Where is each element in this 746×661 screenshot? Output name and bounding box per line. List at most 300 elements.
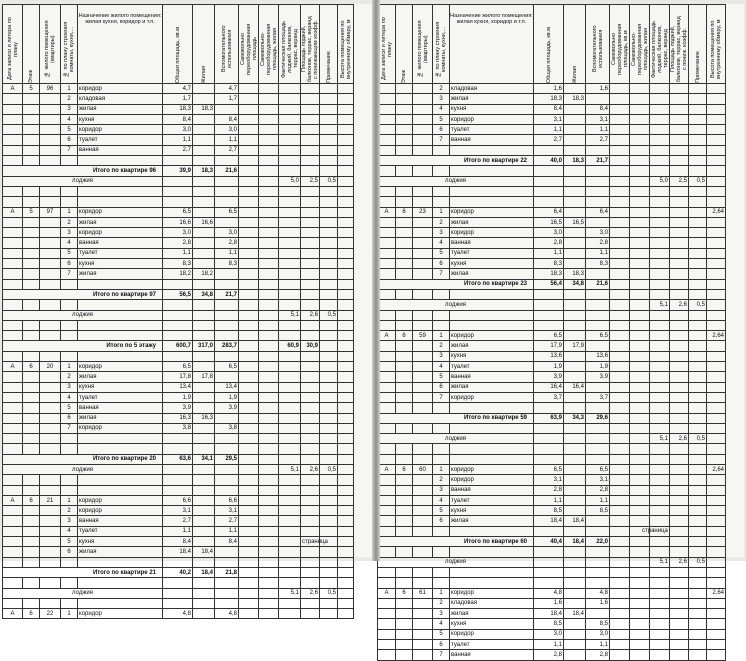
table-cell [193, 238, 215, 248]
table-cell [707, 598, 726, 608]
table-cell [564, 310, 586, 320]
table-cell [610, 392, 630, 402]
table-cell [670, 526, 689, 536]
table-row [378, 104, 726, 114]
table-cell [433, 186, 450, 196]
table-cell [630, 310, 650, 320]
table-cell: кладовая [78, 94, 163, 104]
table-cell [3, 269, 23, 279]
table-cell [279, 423, 301, 433]
table-cell [534, 186, 564, 196]
table-cell [586, 289, 610, 299]
table-cell [396, 145, 413, 155]
table-cell [378, 516, 396, 526]
table-cell [450, 444, 534, 454]
table-cell [279, 94, 301, 104]
table-cell: A [3, 207, 23, 217]
table-cell [707, 259, 726, 269]
table-cell: 5 [61, 537, 78, 547]
table-cell [564, 135, 586, 145]
table-cell [396, 135, 413, 145]
table-cell [23, 259, 40, 269]
table-cell [163, 186, 193, 196]
table-cell: кухня [78, 259, 163, 269]
table-cell [3, 238, 23, 248]
total-value [239, 567, 259, 577]
table-cell [630, 84, 650, 94]
table-cell [239, 557, 259, 567]
table-cell [564, 475, 586, 485]
table-cell: 2,7 [215, 516, 239, 526]
table-cell [630, 114, 650, 124]
table-cell: 1,1 [534, 640, 564, 650]
table-cell [413, 454, 433, 464]
table-row [3, 259, 354, 269]
table-cell [301, 609, 320, 619]
table-cell: кухня [450, 104, 534, 114]
table-cell [670, 609, 689, 619]
table-cell: 1,1 [586, 640, 610, 650]
table-cell [610, 547, 630, 557]
table-cell: кухня [450, 351, 534, 361]
table-cell [378, 444, 396, 454]
table-cell [215, 320, 239, 330]
table-cell [707, 629, 726, 639]
table-cell [259, 176, 279, 186]
table-row [3, 238, 354, 248]
table-cell [338, 238, 354, 248]
table-cell: 22 [40, 609, 61, 619]
table-cell [689, 495, 707, 505]
table-row [3, 537, 354, 547]
table-cell [534, 444, 564, 454]
table-cell: 6 [61, 259, 78, 269]
table-cell [338, 156, 354, 166]
table-cell [670, 423, 689, 433]
table-row [3, 392, 354, 402]
table-cell: 1,1 [163, 248, 193, 258]
table-cell: 8,4 [215, 537, 239, 547]
loggia-value: 0,5 [689, 300, 707, 310]
table-cell [193, 125, 215, 135]
table-cell: 2 [433, 84, 450, 94]
table-cell [40, 485, 61, 495]
table-cell [23, 547, 40, 557]
table-cell [163, 578, 193, 588]
table-cell [3, 145, 23, 155]
table-cell [279, 84, 301, 94]
table-cell [3, 197, 23, 207]
table-cell [338, 341, 354, 351]
table-cell [610, 464, 630, 474]
loggia-value: 5,1 [650, 300, 670, 310]
table-cell: 7 [61, 423, 78, 433]
table-cell [338, 588, 354, 598]
table-cell [239, 588, 259, 598]
table-cell [40, 135, 61, 145]
table-cell: 18,4 [534, 609, 564, 619]
table-cell [586, 166, 610, 176]
table-cell [301, 197, 320, 207]
table-cell [163, 300, 193, 310]
table-cell [610, 269, 630, 279]
table-cell: 17,8 [193, 372, 215, 382]
table-cell [279, 485, 301, 495]
table-cell [259, 300, 279, 310]
table-row [3, 289, 354, 299]
table-cell [610, 114, 630, 124]
table-row [378, 506, 726, 516]
table-cell: жилая [450, 382, 534, 392]
table-cell [61, 444, 78, 454]
total-value [610, 537, 630, 547]
table-cell [259, 145, 279, 155]
table-cell [610, 248, 630, 258]
table-cell [301, 557, 320, 567]
table-cell [610, 567, 630, 577]
table-cell [689, 289, 707, 299]
table-cell [320, 475, 338, 485]
table-cell [564, 506, 586, 516]
table-cell [433, 145, 450, 155]
table-cell [320, 300, 338, 310]
table-cell [689, 269, 707, 279]
table-row [378, 547, 726, 557]
table-cell: 3 [433, 351, 450, 361]
loggia-value: 2,6 [301, 588, 320, 598]
table-cell [610, 145, 630, 155]
table-cell [378, 166, 396, 176]
table-cell [301, 217, 320, 227]
table-cell: 3 [433, 228, 450, 238]
table-cell [301, 372, 320, 382]
table-cell [689, 228, 707, 238]
table-cell [707, 341, 726, 351]
table-cell [707, 392, 726, 402]
table-cell [279, 526, 301, 536]
table-cell [378, 217, 396, 227]
table-row [3, 372, 354, 382]
table-cell: 3,0 [534, 228, 564, 238]
table-cell: 4 [433, 238, 450, 248]
table-cell: 7 [61, 145, 78, 155]
table-cell: 3,7 [534, 392, 564, 402]
total-value [610, 279, 630, 289]
table-cell [3, 403, 23, 413]
table-cell [630, 547, 650, 557]
table-cell: кухня [78, 537, 163, 547]
table-cell [378, 269, 396, 279]
table-cell [689, 567, 707, 577]
table-cell: туалет [450, 495, 534, 505]
table-cell [378, 578, 396, 588]
table-cell [378, 145, 396, 155]
table-cell [630, 94, 650, 104]
right-header-cell: № жилого помещения (квартиры) [413, 5, 433, 84]
table-cell [650, 269, 670, 279]
table-row [378, 526, 726, 536]
table-cell [3, 259, 23, 269]
table-cell [610, 629, 630, 639]
table-cell [586, 176, 610, 186]
table-cell [630, 392, 650, 402]
table-cell: 2,8 [163, 238, 193, 248]
table-cell [338, 434, 354, 444]
table-cell [433, 166, 450, 176]
table-cell [40, 475, 61, 485]
table-cell [259, 392, 279, 402]
loggia-label: лоджия [3, 464, 163, 474]
table-cell [23, 279, 40, 289]
total-value: 40,2 [163, 567, 193, 577]
table-cell [689, 526, 707, 536]
table-cell [279, 495, 301, 505]
table-cell [413, 94, 433, 104]
table-cell [338, 485, 354, 495]
table-cell [650, 640, 670, 650]
table-cell [40, 259, 61, 269]
table-cell [279, 207, 301, 217]
table-cell [193, 84, 215, 94]
table-row [378, 320, 726, 330]
table-cell [3, 413, 23, 423]
table-cell [239, 609, 259, 619]
total-value [689, 156, 707, 166]
total-value: 63,6 [163, 454, 193, 464]
table-cell [301, 259, 320, 269]
table-cell [564, 84, 586, 94]
table-row [378, 300, 726, 310]
table-cell [450, 310, 534, 320]
table-cell [239, 413, 259, 423]
table-cell: 4 [61, 526, 78, 536]
table-cell [689, 392, 707, 402]
table-cell: 6 [433, 259, 450, 269]
table-cell [396, 217, 413, 227]
table-cell [450, 526, 534, 536]
table-cell [23, 434, 40, 444]
table-cell: 2,7 [163, 516, 193, 526]
table-cell [630, 454, 650, 464]
table-cell [3, 557, 23, 567]
table-cell [610, 423, 630, 433]
table-cell [279, 578, 301, 588]
table-cell [3, 228, 23, 238]
table-row [3, 557, 354, 567]
table-cell [433, 289, 450, 299]
table-cell: A [378, 207, 396, 217]
table-cell: жилая [450, 269, 534, 279]
table-cell [534, 423, 564, 433]
table-cell [163, 588, 193, 598]
table-cell [320, 392, 338, 402]
table-cell [23, 351, 40, 361]
total-value: 34,1 [193, 454, 215, 464]
table-cell [534, 310, 564, 320]
table-cell [670, 289, 689, 299]
table-cell [630, 434, 650, 444]
table-cell [707, 238, 726, 248]
table-cell [707, 475, 726, 485]
table-cell [564, 547, 586, 557]
table-cell [610, 526, 630, 536]
table-cell [193, 578, 215, 588]
table-cell [630, 362, 650, 372]
table-cell [689, 125, 707, 135]
table-cell [320, 331, 338, 341]
table-row [3, 104, 354, 114]
table-cell [78, 485, 163, 495]
table-row [3, 547, 354, 557]
table-cell [338, 166, 354, 176]
table-cell: коридор [78, 362, 163, 372]
table-cell [259, 547, 279, 557]
table-cell: 2,64 [707, 588, 726, 598]
right-header-cell: Высота помещения по внутреннему обмеру, м [707, 5, 726, 84]
table-cell [301, 423, 320, 433]
table-cell [564, 104, 586, 114]
table-cell [193, 598, 215, 608]
left-header-cell: Общая площадь, кв.м [163, 5, 193, 84]
table-cell: 18,2 [163, 269, 193, 279]
table-cell [193, 537, 215, 547]
table-cell [534, 557, 564, 567]
table-cell [650, 475, 670, 485]
table-cell: 96 [40, 84, 61, 94]
table-cell [630, 289, 650, 299]
table-cell [320, 495, 338, 505]
table-cell: 1,1 [534, 125, 564, 135]
table-cell [239, 125, 259, 135]
table-cell [193, 197, 215, 207]
table-cell: 13,4 [215, 382, 239, 392]
table-cell [433, 423, 450, 433]
table-cell: 8,4 [163, 537, 193, 547]
table-cell [670, 588, 689, 598]
table-cell [630, 104, 650, 114]
table-cell [193, 176, 215, 186]
table-cell [396, 84, 413, 94]
table-cell: 6,5 [586, 331, 610, 341]
right-header-cell: Общая площадь, кв.м [534, 5, 564, 84]
table-row [378, 567, 726, 577]
table-cell [40, 320, 61, 330]
table-row [3, 475, 354, 485]
table-cell [630, 423, 650, 433]
table-cell [630, 166, 650, 176]
table-cell: 3 [61, 382, 78, 392]
table-cell [689, 310, 707, 320]
table-cell [40, 114, 61, 124]
table-cell [610, 485, 630, 495]
total-value: 317,0 [193, 341, 215, 351]
loggia-label: лоджия [378, 557, 534, 567]
table-cell: коридор [450, 629, 534, 639]
table-cell [650, 619, 670, 629]
table-cell [3, 248, 23, 258]
table-cell [61, 300, 78, 310]
total-value: 600,7 [163, 341, 193, 351]
table-row [378, 650, 726, 660]
table-row [378, 362, 726, 372]
table-cell [3, 331, 23, 341]
table-cell: 6,5 [534, 331, 564, 341]
table-cell [259, 598, 279, 608]
table-cell [534, 547, 564, 557]
table-cell [320, 114, 338, 124]
table-cell: кухня [78, 114, 163, 124]
table-cell [396, 619, 413, 629]
table-cell [239, 320, 259, 330]
total-value [279, 289, 301, 299]
table-cell: 59 [413, 331, 433, 341]
table-cell [433, 444, 450, 454]
total-value: 21,6 [215, 166, 239, 176]
left-header-cell: Примечание [320, 5, 338, 84]
table-cell [320, 485, 338, 495]
table-cell [320, 320, 338, 330]
table-cell [3, 125, 23, 135]
table-row [378, 217, 726, 227]
table-cell [413, 238, 433, 248]
table-cell [413, 166, 433, 176]
total-value [320, 289, 338, 299]
table-row [378, 351, 726, 361]
table-cell [338, 84, 354, 94]
table-cell [413, 310, 433, 320]
table-cell: 2,8 [586, 485, 610, 495]
table-cell [564, 176, 586, 186]
table-cell [279, 197, 301, 207]
table-cell [707, 114, 726, 124]
table-cell [61, 578, 78, 588]
table-row [378, 516, 726, 526]
table-cell [610, 495, 630, 505]
table-cell [3, 423, 23, 433]
table-cell [301, 84, 320, 94]
table-cell [650, 238, 670, 248]
loggia-value: 5,0 [650, 176, 670, 186]
table-row [3, 331, 354, 341]
table-cell [450, 145, 534, 155]
table-cell [279, 259, 301, 269]
table-cell [279, 392, 301, 402]
table-cell [3, 598, 23, 608]
table-cell: коридор [450, 207, 534, 217]
table-cell [239, 156, 259, 166]
table-cell: 16,4 [564, 382, 586, 392]
table-cell: 17,8 [163, 372, 193, 382]
table-cell [338, 197, 354, 207]
table-cell [259, 557, 279, 567]
table-cell [215, 104, 239, 114]
table-cell [78, 186, 163, 196]
table-cell [23, 94, 40, 104]
total-value: 21,6 [586, 279, 610, 289]
table-row [378, 557, 726, 567]
table-cell [378, 454, 396, 464]
loggia-value: 0,5 [689, 176, 707, 186]
table-cell [413, 485, 433, 495]
table-cell: 1,7 [163, 94, 193, 104]
table-cell [670, 485, 689, 495]
table-row [378, 444, 726, 454]
table-cell: 13,4 [163, 382, 193, 392]
table-cell [564, 629, 586, 639]
table-cell [650, 186, 670, 196]
table-cell [670, 372, 689, 382]
table-cell [450, 289, 534, 299]
